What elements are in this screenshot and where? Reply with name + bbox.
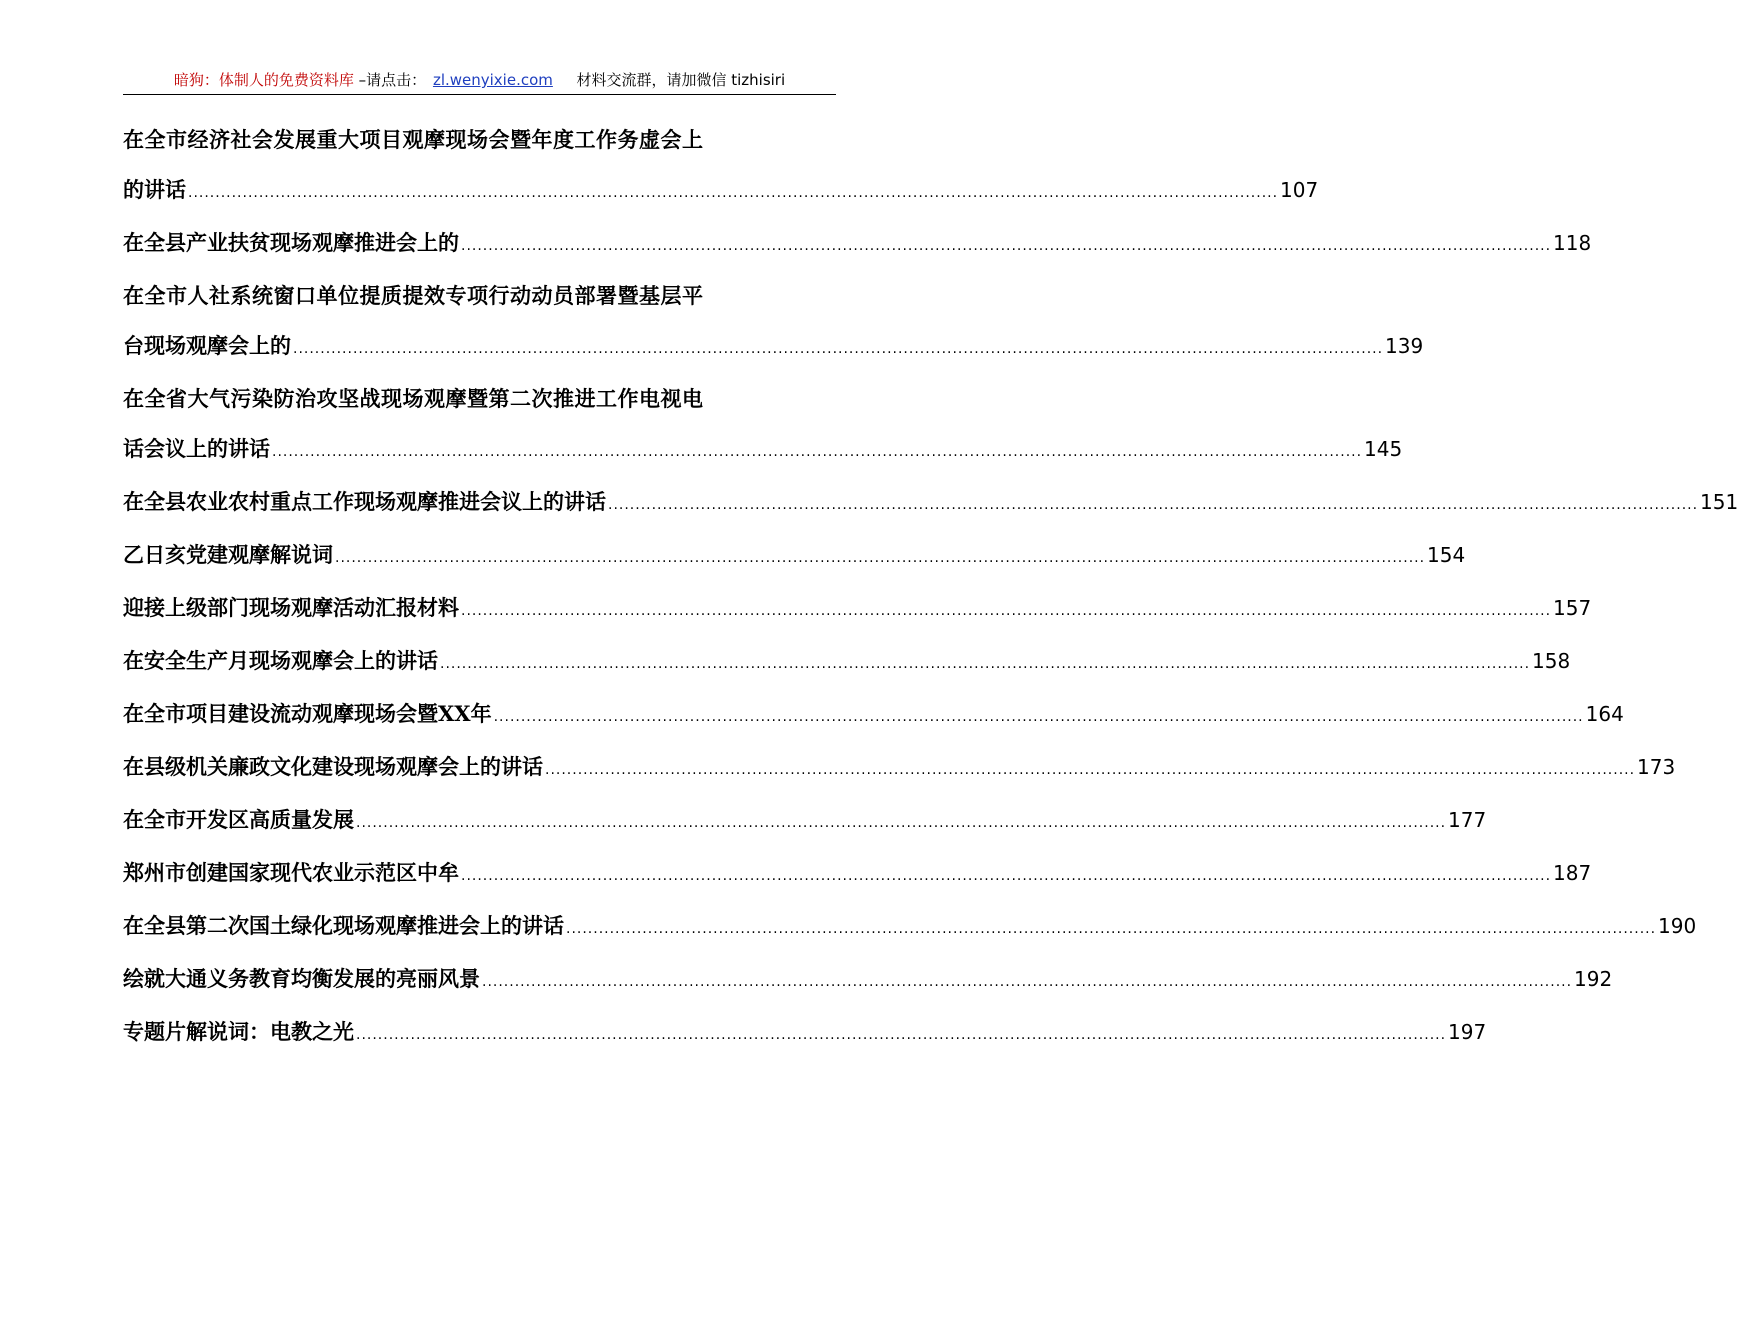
toc-entry-title-line1: 在全市经济社会发展重大项目观摩现场会暨年度工作务虚会上 xyxy=(123,127,704,152)
dot-leader: ........................................................................................................................................................................................................ xyxy=(493,709,1584,725)
toc-page-number: 158 xyxy=(1532,649,1571,673)
toc-page-number: 139 xyxy=(1385,334,1424,358)
toc-entry-title: 在全市开发区高质量发展 xyxy=(123,807,354,832)
dot-leader: ........................................................................................................................................................................................................ xyxy=(293,341,1384,357)
toc-entry-line xyxy=(123,424,1403,477)
dot-leader: ........................................................................................................................................................................................................ xyxy=(566,921,1657,937)
toc-entry-title: 在安全生产月现场观摩会上的讲话 xyxy=(123,648,438,673)
toc-page-number: 197 xyxy=(1448,1020,1487,1044)
toc-entry[interactable] xyxy=(123,374,1403,477)
toc-entry[interactable] xyxy=(123,218,1592,271)
header-site-name: 暗狗：体制人的免费资料库 xyxy=(173,71,354,89)
header-prompt: –请点击： xyxy=(358,71,427,89)
toc-entry-line xyxy=(123,901,1697,954)
toc-entry-line xyxy=(123,848,1592,901)
toc-entry-title: 在全县第二次国土绿化现场观摩推进会上的讲话 xyxy=(123,913,564,938)
toc-page-number: 145 xyxy=(1364,437,1403,461)
toc-entry[interactable] xyxy=(123,795,1487,848)
toc-entry[interactable] xyxy=(123,1007,1487,1060)
toc-entry-line xyxy=(123,954,1613,1007)
dot-leader: ........................................................................................................................................................................................................ xyxy=(482,974,1573,990)
toc-entry[interactable] xyxy=(123,530,1466,583)
toc-page-number: 107 xyxy=(1280,178,1319,202)
dot-leader: ........................................................................................................................................................................................................ xyxy=(440,656,1531,672)
toc-entry-title: 在县级机关廉政文化建设现场观摩会上的讲话 xyxy=(123,754,543,779)
toc-page-number: 173 xyxy=(1637,755,1676,779)
toc-entry[interactable] xyxy=(123,583,1592,636)
dot-leader: ........................................................................................................................................................................................................ xyxy=(461,238,1552,254)
toc-entry-line xyxy=(123,477,1738,530)
toc-entry-title: 在全县农业农村重点工作现场观摩推进会议上的讲话 xyxy=(123,489,606,514)
toc-entry[interactable] xyxy=(123,848,1592,901)
toc-page-number: 177 xyxy=(1448,808,1487,832)
toc-entry-line xyxy=(123,795,1487,848)
toc-entry-line xyxy=(123,742,1676,795)
toc-entry[interactable] xyxy=(123,477,1738,530)
toc-entry-title: 专题片解说词：电教之光 xyxy=(123,1019,354,1044)
dot-leader: ........................................................................................................................................................................................................ xyxy=(461,868,1552,884)
toc-entry-line xyxy=(123,321,1424,374)
toc-entry[interactable] xyxy=(123,636,1571,689)
toc-page-number: 151 xyxy=(1700,490,1738,514)
toc-entry-line xyxy=(123,165,1319,218)
dot-leader: ........................................................................................................................................................................................................ xyxy=(272,444,1363,460)
toc-page-number: 154 xyxy=(1427,543,1466,567)
toc-entry[interactable] xyxy=(123,901,1697,954)
toc-entry-title: 绘就大通义务教育均衡发展的亮丽风景 xyxy=(123,966,480,991)
header-link[interactable]: zl.wenyixie.com xyxy=(432,71,553,89)
dot-leader: ........................................................................................................................................................................................................ xyxy=(356,1027,1447,1043)
toc-page-number: 187 xyxy=(1553,861,1592,885)
toc-page-number: 190 xyxy=(1658,914,1697,938)
dot-leader: ........................................................................................................................................................................................................ xyxy=(608,497,1699,513)
toc-entry-line xyxy=(123,1007,1487,1060)
toc-page-number: 157 xyxy=(1553,596,1592,620)
toc-entry-line xyxy=(123,530,1466,583)
toc-entry[interactable] xyxy=(123,742,1676,795)
toc-entry-title: 台现场观摩会上的 xyxy=(123,333,291,358)
dot-leader: ........................................................................................................................................................................................................ xyxy=(188,185,1279,201)
toc-entry-title: 的讲话 xyxy=(123,177,186,202)
toc-entry-line xyxy=(123,636,1571,689)
toc-entry-title: 在全市项目建设流动观摩现场会暨XX年 xyxy=(123,701,492,726)
toc-entry-title: 乙日亥党建观摩解说词 xyxy=(123,542,333,567)
toc-entry-title: 迎接上级部门现场观摩活动汇报材料 xyxy=(123,595,459,620)
toc-entry-title: 话会议上的讲话 xyxy=(123,436,270,461)
toc-entry[interactable] xyxy=(123,271,1424,374)
header-contact: 材料交流群，请加微信 tizhisiri xyxy=(576,71,786,89)
toc-page-number: 192 xyxy=(1574,967,1613,991)
toc-entry-line xyxy=(123,218,1592,271)
toc-entry-title: 在全县产业扶贫现场观摩推进会上的 xyxy=(123,230,459,255)
table-of-contents xyxy=(123,115,1738,1060)
page-header xyxy=(123,68,836,95)
toc-entry-title-line1: 在全市人社系统窗口单位提质提效专项行动动员部署暨基层平 xyxy=(123,283,704,308)
toc-entry[interactable] xyxy=(123,954,1613,1007)
dot-leader: ........................................................................................................................................................................................................ xyxy=(335,550,1426,566)
toc-page-number: 164 xyxy=(1585,702,1624,726)
dot-leader: ........................................................................................................................................................................................................ xyxy=(461,603,1552,619)
toc-entry-line xyxy=(123,689,1624,742)
dot-leader: ........................................................................................................................................................................................................ xyxy=(545,762,1636,778)
toc-entry-title: 郑州市创建国家现代农业示范区中牟 xyxy=(123,860,459,885)
dot-leader: ........................................................................................................................................................................................................ xyxy=(356,815,1447,831)
toc-entry[interactable] xyxy=(123,689,1624,742)
toc-entry-line xyxy=(123,583,1592,636)
toc-entry-title-line1: 在全省大气污染防治攻坚战现场观摩暨第二次推进工作电视电 xyxy=(123,386,704,411)
toc-entry[interactable] xyxy=(123,115,1319,218)
toc-page-number: 118 xyxy=(1553,231,1592,255)
